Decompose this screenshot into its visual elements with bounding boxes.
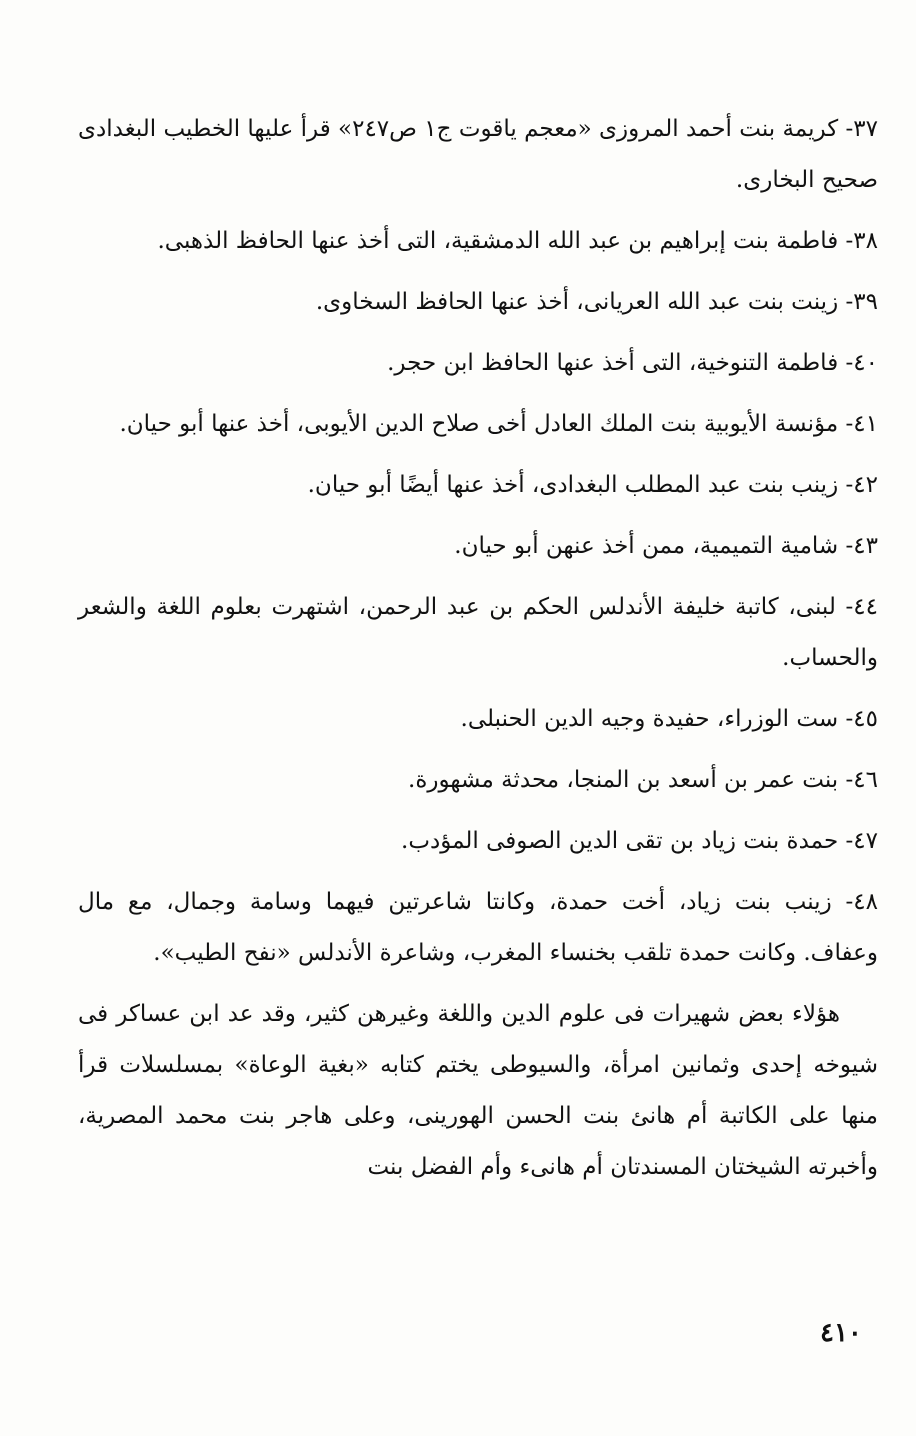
list-item-41: ٤١- مؤنسة الأيوبية بنت الملك العادل أخى صلاح الدين الأيوبى، أخذ عنها أبو حيان. bbox=[119, 411, 878, 437]
list-item-44: ٤٤- لبنى، كاتبة خليفة الأندلس الحكم بن عبد الرحمن، اشتهرت بعلوم اللغة والشعر والحساب. bbox=[78, 594, 878, 671]
list-item-48: ٤٨- زينب بنت زياد، أخت حمدة، وكانتا شاعرتين فيهما وسامة وجمال، مع مال وعفاف. وكانت حمدة تلقب بخنساء المغرب، وشاعرة الأندلس «نفح الطيب». bbox=[78, 889, 878, 966]
list-item-45: ٤٥- ست الوزراء، حفيدة وجيه الدين الحنبلى. bbox=[460, 706, 878, 732]
list-item-46: ٤٦- بنت عمر بن أسعد بن المنجا، محدثة مشهورة. bbox=[408, 767, 878, 793]
page-body bbox=[78, 104, 878, 1203]
list-item-47: ٤٧- حمدة بنت زياد بن تقى الدين الصوفى المؤدب. bbox=[401, 828, 878, 854]
list-item-39: ٣٩- زينت بنت عبد الله العريانى، أخذ عنها الحافظ السخاوى. bbox=[315, 289, 878, 315]
page-number: ٤١٠ bbox=[820, 1318, 862, 1348]
list-item-40: ٤٠- فاطمة التنوخية، التى أخذ عنها الحافظ ابن حجر. bbox=[387, 350, 878, 376]
closing-paragraph: هؤلاء بعض شهيرات فى علوم الدين واللغة وغيرهن كثير، وقد عد ابن عساكر فى شيوخه إحدى وثمانين امرأة، والسيوطى يختم كتابه «بغية الوعاة» بمسلسلات قرأ منها على الكاتبة أم هانئ بنت الحسن الهورينى، وعلى هاجر بنت محمد المصرية، وأخبرته الشيختان المسندتان أم هانىء وأم الفضل بنت bbox=[78, 1001, 878, 1180]
list-item-37: ٣٧- كريمة بنت أحمد المروزى «معجم ياقوت ج١ ص٢٤٧» قرأ عليها الخطيب البغدادى صحيح البخارى. bbox=[78, 116, 878, 193]
list-item-42: ٤٢- زينب بنت عبد المطلب البغدادى، أخذ عنها أيضًا أبو حيان. bbox=[307, 472, 878, 498]
list-item-43: ٤٣- شامية التميمية، ممن أخذ عنهن أبو حيان. bbox=[454, 533, 878, 559]
list-item-38: ٣٨- فاطمة بنت إبراهيم بن عبد الله الدمشقية، التى أخذ عنها الحافظ الذهبى. bbox=[157, 228, 878, 254]
